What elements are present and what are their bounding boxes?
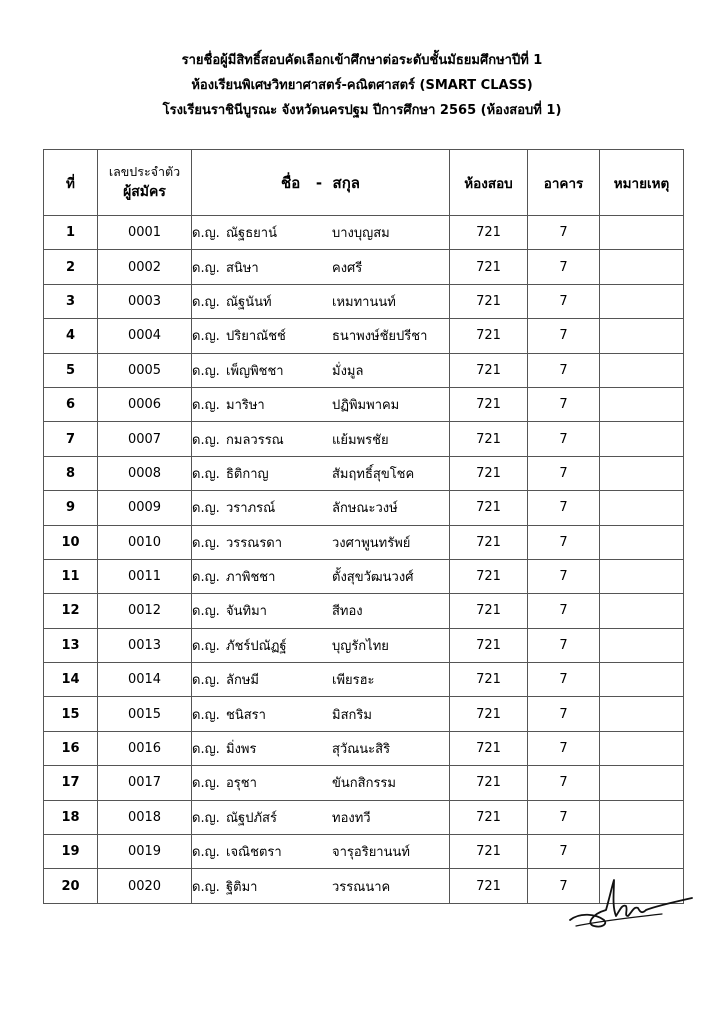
applicant-id: 0019 (98, 835, 192, 869)
exam-room: 721 (450, 422, 528, 456)
candidate-name (192, 800, 450, 834)
first-name: ลักษมี (226, 673, 259, 689)
header-building: อาคาร (528, 150, 600, 216)
table-row (44, 559, 684, 593)
name-prefix: ด.ญ. (192, 363, 220, 379)
exam-room: 721 (450, 559, 528, 593)
applicant-id: 0003 (98, 284, 192, 318)
table-row (44, 525, 684, 559)
remark (600, 697, 684, 731)
last-name: มั่งมูล (332, 363, 364, 379)
exam-room: 721 (450, 491, 528, 525)
last-name: เพียรฮะ (332, 673, 375, 689)
last-name: ขันกสิกรรม (332, 776, 396, 792)
last-name: สีทอง (332, 604, 363, 620)
name-prefix: ด.ญ. (192, 707, 220, 723)
table-header-row (44, 150, 684, 216)
exam-room: 721 (450, 250, 528, 284)
building: 7 (528, 387, 600, 421)
applicant-id: 0010 (98, 525, 192, 559)
row-number: 11 (44, 559, 98, 593)
row-number: 18 (44, 800, 98, 834)
last-name: บางบุญสม (332, 226, 390, 242)
last-name: มิสกริม (332, 707, 372, 723)
building: 7 (528, 525, 600, 559)
name-prefix: ด.ญ. (192, 535, 220, 551)
applicant-id: 0014 (98, 663, 192, 697)
remark (600, 456, 684, 490)
candidate-name (192, 250, 450, 284)
candidate-name (192, 491, 450, 525)
exam-room: 721 (450, 628, 528, 662)
name-prefix: ด.ญ. (192, 329, 220, 345)
first-name: จันทิมา (226, 604, 267, 620)
first-name: ภาพิชชา (226, 570, 276, 586)
building: 7 (528, 800, 600, 834)
heading-line-1: รายชื่อผู้มีสิทธิ์สอบคัดเลือกเข้าศึกษาต่อระดับชั้นมัธยมศึกษาปีที่ 1 (181, 53, 543, 68)
applicant-id: 0015 (98, 697, 192, 731)
name-prefix: ด.ญ. (192, 226, 220, 242)
table-row (44, 387, 684, 421)
row-number: 4 (44, 319, 98, 353)
applicant-id: 0008 (98, 456, 192, 490)
building: 7 (528, 766, 600, 800)
candidate-name (192, 731, 450, 765)
building: 7 (528, 284, 600, 318)
remark (600, 766, 684, 800)
table-row (44, 422, 684, 456)
candidate-name (192, 559, 450, 593)
last-name: ทองทวี (332, 810, 371, 826)
table-row (44, 250, 684, 284)
exam-room: 721 (450, 353, 528, 387)
remark (600, 525, 684, 559)
building: 7 (528, 319, 600, 353)
header-no: ที่ (44, 150, 98, 216)
candidate-name (192, 525, 450, 559)
remark (600, 594, 684, 628)
first-name: ธิติกาญ (226, 466, 269, 482)
building: 7 (528, 456, 600, 490)
applicant-id: 0011 (98, 559, 192, 593)
applicant-id: 0002 (98, 250, 192, 284)
heading-line-2: ห้องเรียนพิเศษวิทยาศาสตร์-คณิตศาสตร์ (SMART CLASS) (191, 78, 533, 93)
row-number: 1 (44, 216, 98, 250)
last-name: ปฏิพิมพาคม (332, 398, 400, 414)
name-prefix: ด.ญ. (192, 432, 220, 448)
last-name: บุญรักไทย (332, 638, 389, 654)
building: 7 (528, 216, 600, 250)
candidate-name (192, 284, 450, 318)
first-name: กมลวรรณ (226, 432, 284, 448)
applicant-id: 0020 (98, 869, 192, 903)
row-number: 13 (44, 628, 98, 662)
name-prefix: ด.ญ. (192, 570, 220, 586)
remark (600, 731, 684, 765)
table-row (44, 491, 684, 525)
first-name: ฐิติมา (226, 879, 258, 895)
last-name: ธนาพงษ์ชัยปรีชา (332, 329, 428, 345)
remark (600, 284, 684, 318)
last-name: จารุอริยานนท์ (332, 845, 410, 861)
name-prefix: ด.ญ. (192, 845, 220, 861)
candidate-name (192, 216, 450, 250)
remark (600, 835, 684, 869)
name-prefix: ด.ญ. (192, 260, 220, 276)
table-row (44, 284, 684, 318)
candidate-name (192, 387, 450, 421)
building: 7 (528, 594, 600, 628)
candidate-name (192, 353, 450, 387)
table-row (44, 628, 684, 662)
name-prefix: ด.ญ. (192, 776, 220, 792)
exam-room: 721 (450, 525, 528, 559)
remark (600, 353, 684, 387)
header-applicant-line-1: เลขประจำตัว (108, 163, 181, 179)
exam-room: 721 (450, 456, 528, 490)
name-prefix: ด.ญ. (192, 673, 220, 689)
exam-room: 721 (450, 284, 528, 318)
remark (600, 663, 684, 697)
last-name: วงศาพูนทรัพย์ (332, 535, 411, 551)
header-applicant-line-2: ผู้สมัคร (123, 183, 166, 200)
first-name: เจณิชตรา (226, 845, 282, 861)
remark (600, 387, 684, 421)
last-name: คงศรี (332, 260, 363, 276)
row-number: 12 (44, 594, 98, 628)
name-prefix: ด.ญ. (192, 810, 220, 826)
row-number: 8 (44, 456, 98, 490)
table-row (44, 697, 684, 731)
row-number: 17 (44, 766, 98, 800)
building: 7 (528, 697, 600, 731)
remark (600, 491, 684, 525)
row-number: 9 (44, 491, 98, 525)
last-name: ตั้งสุขวัฒนวงศ์ (332, 570, 414, 586)
table-row (44, 216, 684, 250)
last-name: สัมฤทธิ์สุขโชค (332, 466, 415, 482)
header-remark: หมายเหตุ (600, 150, 684, 216)
row-number: 5 (44, 353, 98, 387)
signature-icon (566, 876, 696, 930)
building: 7 (528, 422, 600, 456)
first-name: ชนิสรา (226, 707, 266, 723)
heading-line-3: โรงเรียนราชินีบูรณะ จังหวัดนครปฐม ปีการศึกษา 2565 (ห้องสอบที่ 1) (162, 103, 562, 118)
table-row (44, 319, 684, 353)
table-row (44, 456, 684, 490)
exam-room: 721 (450, 869, 528, 903)
table-row (44, 800, 684, 834)
name-prefix: ด.ญ. (192, 294, 220, 310)
name-prefix: ด.ญ. (192, 604, 220, 620)
applicant-id: 0004 (98, 319, 192, 353)
row-number: 10 (44, 525, 98, 559)
last-name: ลักษณะวงษ์ (332, 501, 398, 517)
candidate-name (192, 697, 450, 731)
exam-room: 721 (450, 663, 528, 697)
header-applicant-id (98, 150, 192, 216)
exam-room: 721 (450, 697, 528, 731)
candidate-name (192, 835, 450, 869)
candidate-name (192, 456, 450, 490)
applicant-id: 0012 (98, 594, 192, 628)
first-name: ณัฐปภัสร์ (226, 810, 277, 826)
remark (600, 216, 684, 250)
remark (600, 800, 684, 834)
applicant-id: 0009 (98, 491, 192, 525)
exam-room: 721 (450, 387, 528, 421)
table-row (44, 835, 684, 869)
candidate-name (192, 663, 450, 697)
applicant-id: 0018 (98, 800, 192, 834)
applicant-id: 0007 (98, 422, 192, 456)
last-name: สุวัณนะสิริ (332, 742, 391, 758)
row-number: 3 (44, 284, 98, 318)
building: 7 (528, 559, 600, 593)
first-name: วราภรณ์ (226, 501, 276, 517)
building: 7 (528, 628, 600, 662)
first-name: ภัชร์ปณัฏฐ์ (226, 638, 287, 654)
first-name: มาริษา (226, 398, 265, 414)
exam-room: 721 (450, 766, 528, 800)
row-number: 15 (44, 697, 98, 731)
applicant-id: 0006 (98, 387, 192, 421)
first-name: สนิษา (226, 260, 259, 276)
remark (600, 559, 684, 593)
row-number: 20 (44, 869, 98, 903)
first-name: มิ่งพร (226, 742, 257, 758)
first-name: ณัฐนันท์ (226, 294, 272, 310)
header-room: ห้องสอบ (450, 150, 528, 216)
candidate-name (192, 422, 450, 456)
exam-room: 721 (450, 800, 528, 834)
table-row (44, 731, 684, 765)
building: 7 (528, 869, 600, 903)
candidate-name (192, 319, 450, 353)
table-row (44, 594, 684, 628)
applicant-id: 0001 (98, 216, 192, 250)
remark (600, 628, 684, 662)
name-prefix: ด.ญ. (192, 398, 220, 414)
table-row (44, 663, 684, 697)
candidate-name (192, 766, 450, 800)
first-name: ณัฐธยาน์ (226, 226, 277, 242)
table-row (44, 766, 684, 800)
building: 7 (528, 250, 600, 284)
first-name: ปริยาณัชช์ (226, 329, 286, 345)
exam-room: 721 (450, 594, 528, 628)
candidate-name (192, 628, 450, 662)
header-name: ชื่อ - สกุล (192, 150, 450, 216)
last-name: แย้มพรชัย (332, 432, 389, 448)
exam-room: 721 (450, 835, 528, 869)
row-number: 7 (44, 422, 98, 456)
last-name: วรรณนาค (332, 879, 391, 895)
applicant-id: 0005 (98, 353, 192, 387)
applicant-id: 0016 (98, 731, 192, 765)
applicant-id: 0013 (98, 628, 192, 662)
building: 7 (528, 835, 600, 869)
name-prefix: ด.ญ. (192, 466, 220, 482)
applicant-id: 0017 (98, 766, 192, 800)
building: 7 (528, 663, 600, 697)
building: 7 (528, 731, 600, 765)
remark (600, 319, 684, 353)
row-number: 6 (44, 387, 98, 421)
document-heading (0, 48, 724, 123)
remark (600, 250, 684, 284)
building: 7 (528, 353, 600, 387)
name-prefix: ด.ญ. (192, 638, 220, 654)
row-number: 14 (44, 663, 98, 697)
table-row (44, 353, 684, 387)
row-number: 2 (44, 250, 98, 284)
first-name: วรรณรดา (226, 535, 283, 551)
name-prefix: ด.ญ. (192, 742, 220, 758)
candidate-name (192, 869, 450, 903)
first-name: อรุชา (226, 776, 257, 792)
name-prefix: ด.ญ. (192, 501, 220, 517)
exam-room: 721 (450, 319, 528, 353)
name-prefix: ด.ญ. (192, 879, 220, 895)
remark (600, 422, 684, 456)
building: 7 (528, 491, 600, 525)
last-name: เหมทานนท์ (332, 294, 396, 310)
row-number: 19 (44, 835, 98, 869)
candidate-name (192, 594, 450, 628)
first-name: เพ็ญพิชชา (226, 363, 284, 379)
exam-room: 721 (450, 731, 528, 765)
candidate-table (43, 149, 684, 904)
exam-room: 721 (450, 216, 528, 250)
row-number: 16 (44, 731, 98, 765)
